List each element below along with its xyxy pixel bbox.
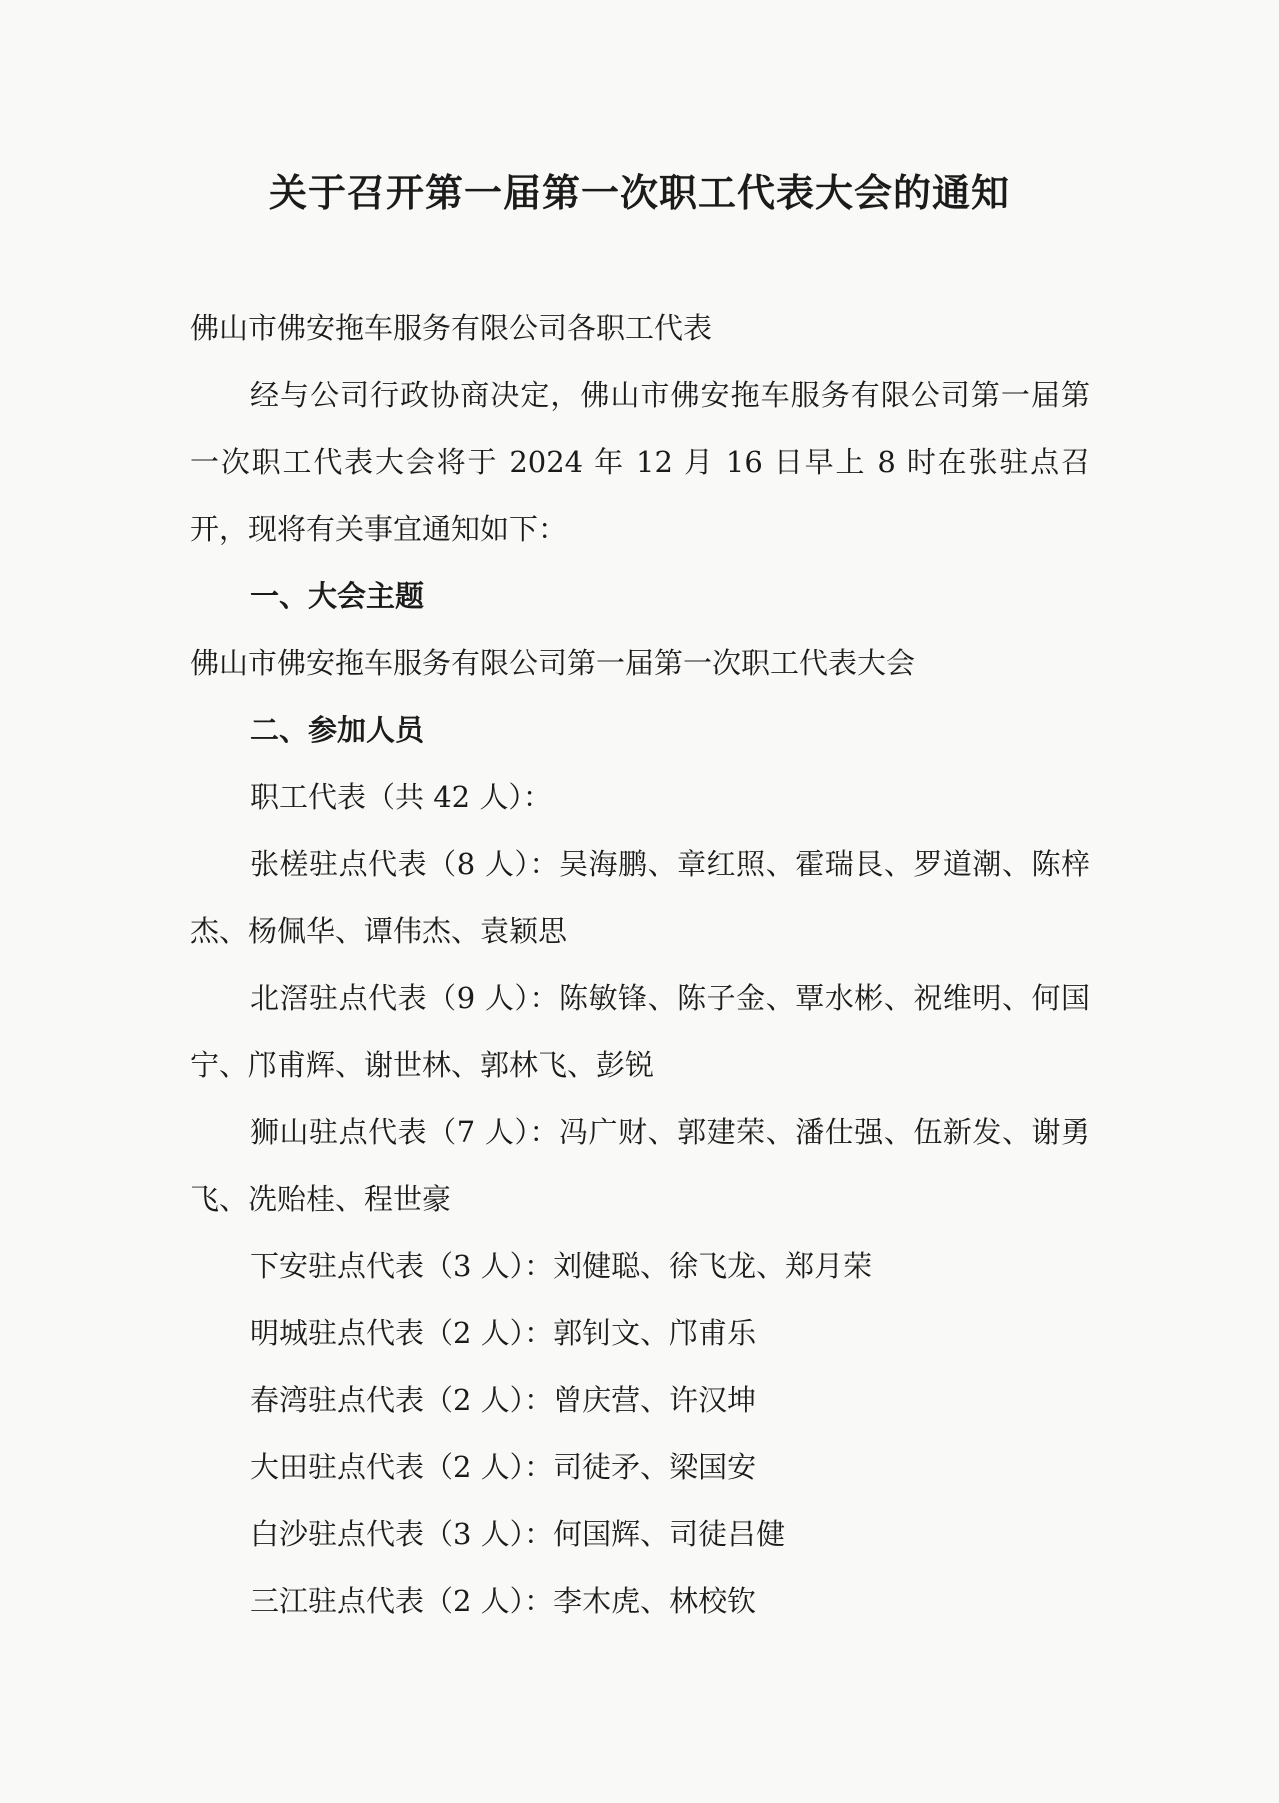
group-baisha: 白沙驻点代表（3 人）：何国辉、司徒吕健 xyxy=(250,1517,786,1551)
group-datian: 大田驻点代表（2 人）：司徒矛、梁国安 xyxy=(250,1450,757,1484)
group-beijiao: 北滘驻点代表（9 人）：陈敏锋、陈子金、覃水彬、祝维明、何国宁、邝甫辉、谢世林、郭林飞、彭锐 xyxy=(190,981,1090,1082)
group-chunwan: 春湾驻点代表（2 人）：曾庆营、许汉坤 xyxy=(250,1383,757,1417)
section-text-theme: 佛山市佛安拖车服务有限公司第一届第一次职工代表大会 xyxy=(190,646,916,680)
document-title: 关于召开第一届第一次职工代表大会的通知 xyxy=(268,171,1010,215)
salutation: 佛山市佛安拖车服务有限公司各职工代表 xyxy=(190,311,713,345)
section-heading-attendees: 二、参加人员 xyxy=(250,713,425,747)
document-body xyxy=(190,295,1090,1635)
staff-total: 职工代表（共 42 人）： xyxy=(250,780,552,814)
group-xiaan: 下安驻点代表（3 人）：刘健聪、徐飞龙、郑月荣 xyxy=(250,1249,873,1283)
group-shishan: 狮山驻点代表（7 人）：冯广财、郭建荣、潘仕强、伍新发、谢勇飞、冼贻桂、程世豪 xyxy=(190,1115,1090,1216)
group-mingcheng: 明城驻点代表（2 人）：郭钊文、邝甫乐 xyxy=(250,1316,757,1350)
intro-paragraph: 经与公司行政协商决定，佛山市佛安拖车服务有限公司第一届第一次职工代表大会将于 2024 年 12 月 16 日早上 8 时在张驻点召开，现将有关事宜通知如下： xyxy=(190,378,1090,546)
group-zhangcha: 张槎驻点代表（8 人）：吴海鹏、章红照、霍瑞艮、罗道潮、陈梓杰、杨佩华、谭伟杰、袁颖思 xyxy=(190,847,1090,948)
group-sanjiang: 三江驻点代表（2 人）：李木虎、林校钦 xyxy=(250,1584,757,1618)
section-heading-theme: 一、大会主题 xyxy=(250,579,425,613)
